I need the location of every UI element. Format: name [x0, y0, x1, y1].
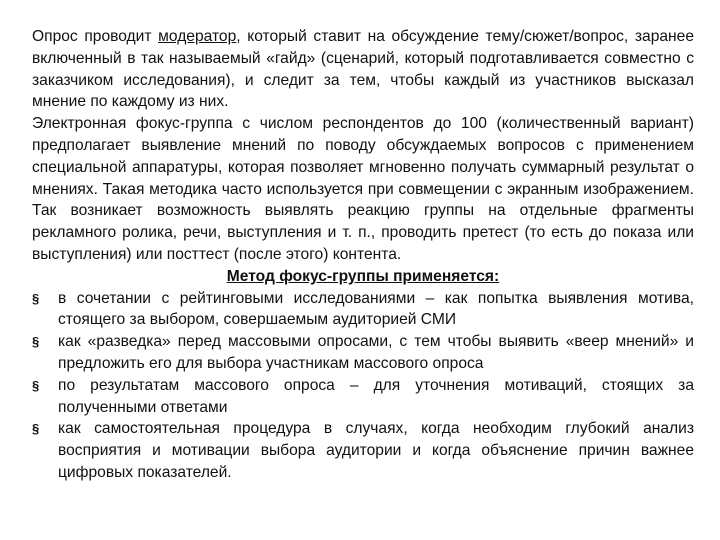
list-item: [32, 375, 694, 419]
paragraph-electronic-focus-group: [32, 113, 694, 266]
moderator-term: модератор: [158, 28, 237, 45]
paragraph-moderator-rest: , который ставит на обсуждение тему/сюжет/вопрос, заранее включенный в так называемый «гайд» (сценарий, который подготавливается совместно с заказчиком исследования), и следит за тем, чтобы каждый из участников высказал мнение по каждому из них.: [32, 28, 694, 111]
bullet-icon: §: [32, 334, 40, 350]
list-item-text: как самостоятельная процедура в случаях, когда необходим глубокий анализ восприятия и мотивации выбора аудитории и когда объяснение причин важнее цифровых показателей.: [58, 420, 694, 481]
bullet-list: [32, 288, 694, 484]
paragraph-electronic-rest: с числом респондентов до 100 (количественный вариант) предполагает выявление мнений по поводу обсуждаемых вопросов с применением специальной аппаратуры, которая позволяет мгновенно получать суммарный результат о мнениях. Такая методика часто используется при совмещении с экранным изображением. Так возникает возможность выявлять реакцию группы на отдельные фрагменты рекламного ролика, речи, выступления и т. п., проводить претест (то есть до показа или выступления) или посттест (после этого) контента.: [32, 115, 694, 263]
list-item: [32, 288, 694, 332]
section-heading: Метод фокус-группы применяется:: [226, 267, 500, 285]
bullet-icon: §: [32, 377, 40, 393]
bullet-icon: §: [32, 290, 40, 306]
electronic-focus-group-term: Электронная фокус-группа: [32, 115, 233, 133]
list-item: [32, 331, 694, 375]
list-item-text: как «разведка» перед массовыми опросами, с тем чтобы выявить «веер мнений» и предложить его для выбора участникам массового опроса: [58, 333, 694, 372]
bullet-icon: §: [32, 421, 40, 437]
document-page: [32, 26, 694, 484]
list-item-text: по результатам массового опроса – для уточнения мотиваций, стоящих за полученными ответами: [58, 376, 694, 416]
list-item-text: в сочетании с рейтинговыми исследованиями – как попытка выявления мотива, стоящего за выбором, совершаемым аудиторией СМИ: [58, 289, 694, 329]
paragraph-moderator: [32, 26, 694, 113]
list-item: [32, 418, 694, 483]
paragraph-moderator-start: Опрос проводит: [32, 28, 159, 45]
